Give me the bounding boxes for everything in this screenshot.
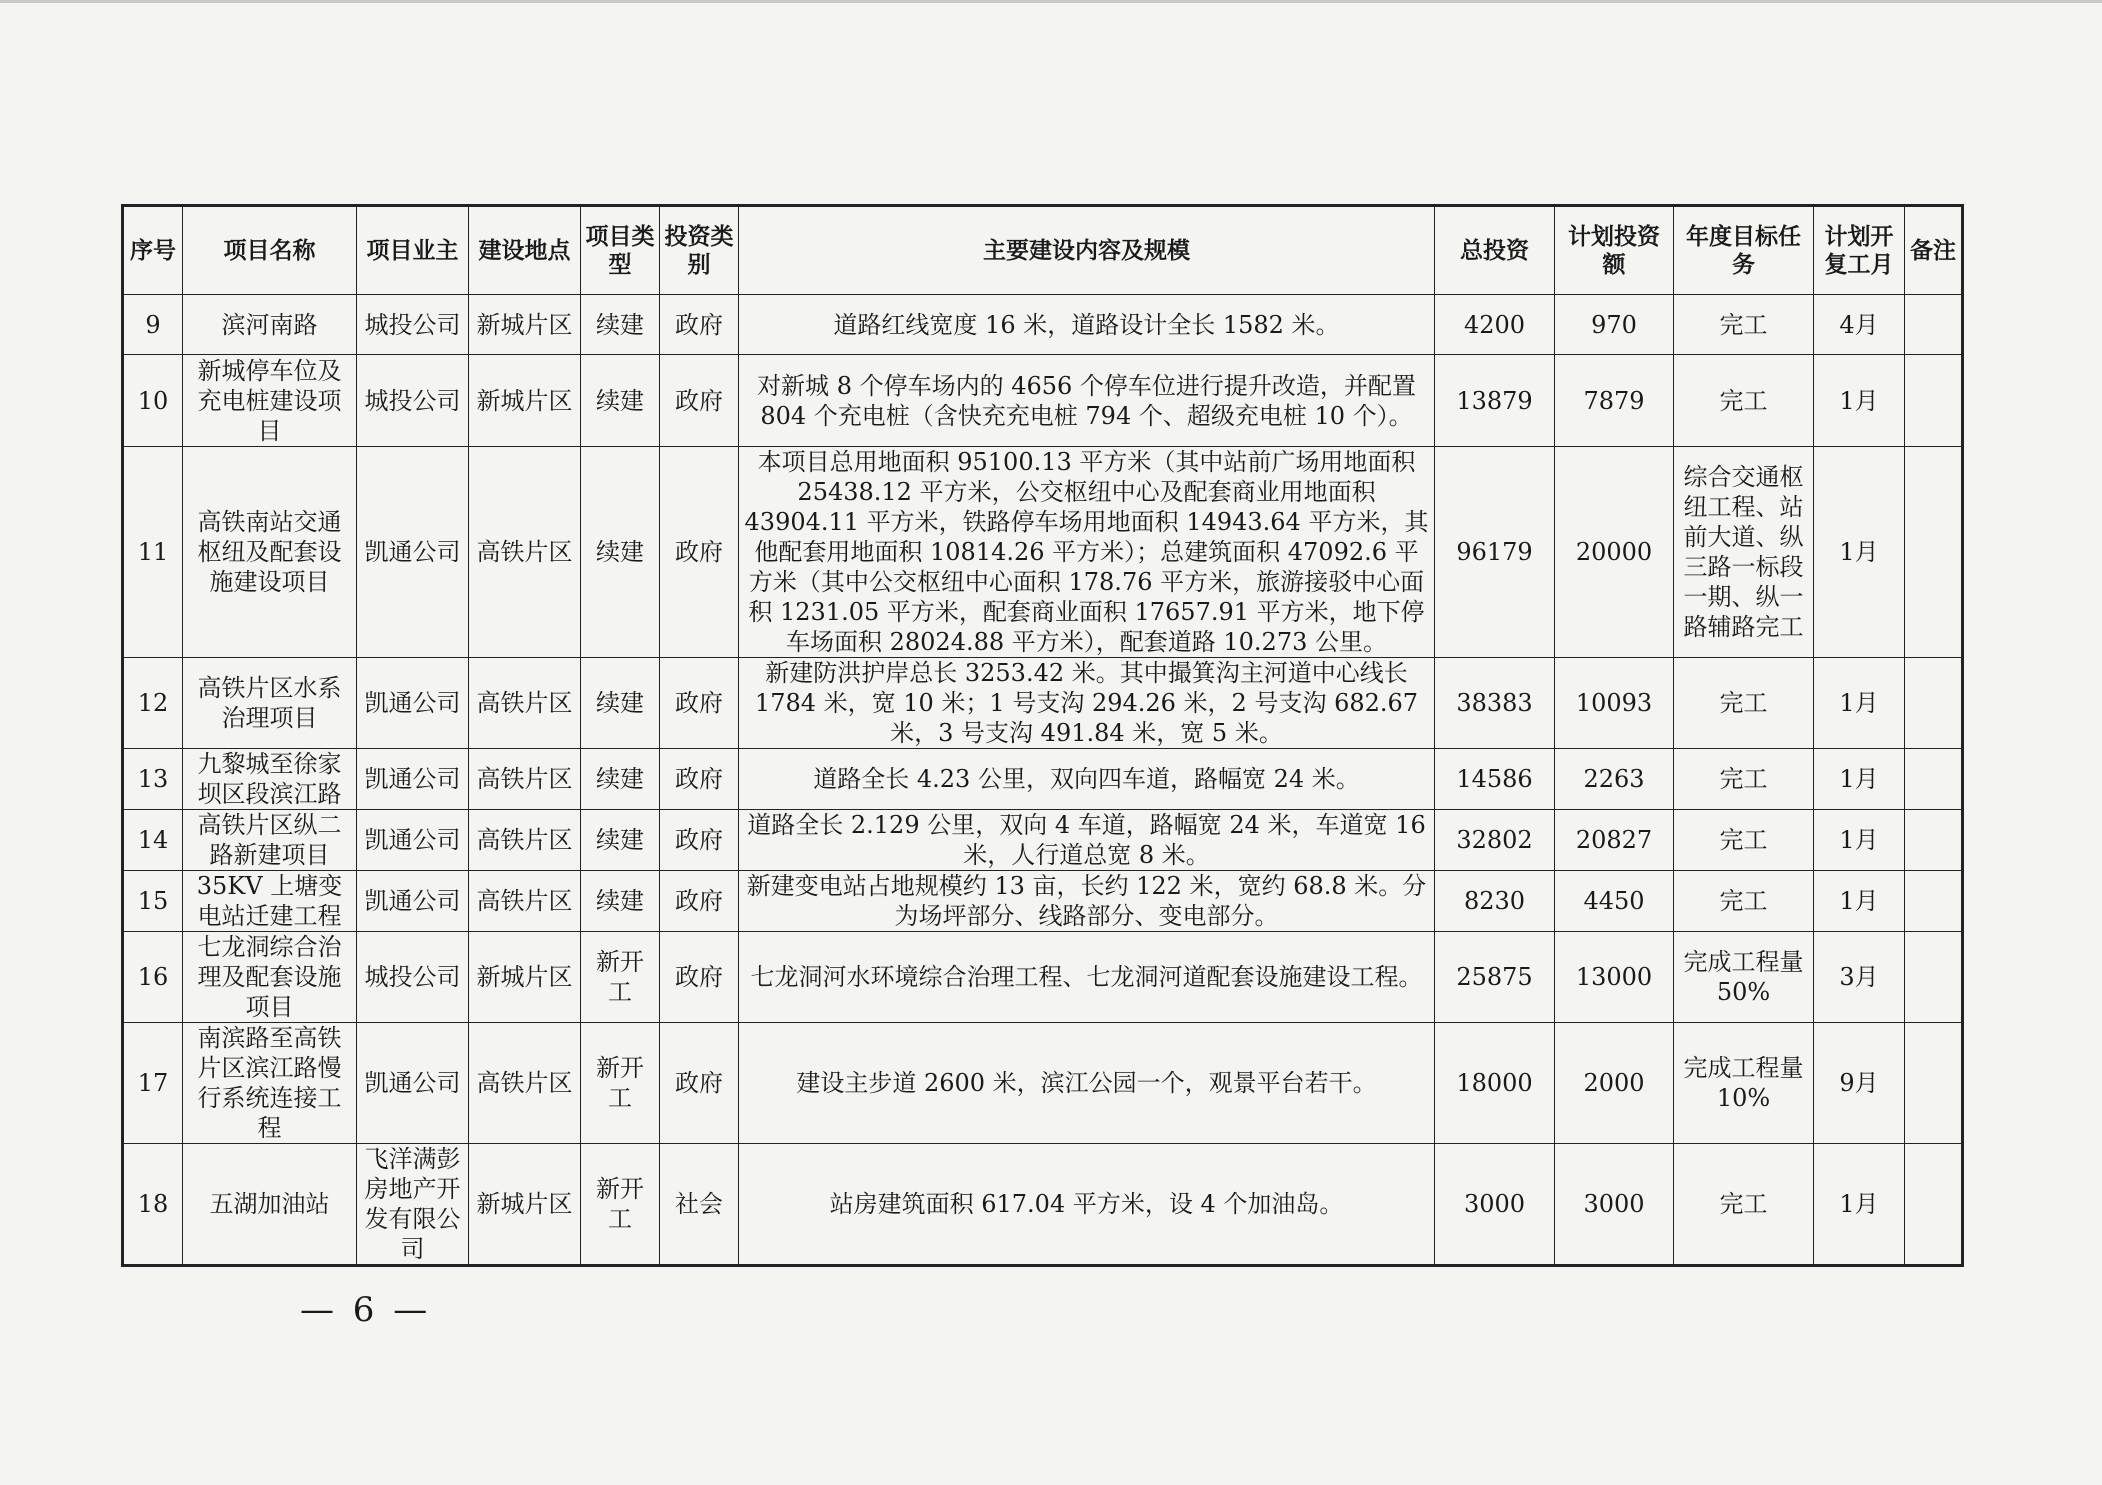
cell-type: 新开工 [581, 1023, 660, 1144]
header-target: 年度目标任务 [1674, 206, 1814, 295]
cell-seq: 10 [123, 355, 183, 447]
cell-total: 18000 [1435, 1023, 1555, 1144]
cell-total: 4200 [1435, 295, 1555, 355]
cell-start: 1月 [1814, 749, 1905, 810]
cell-name: 新城停车位及充电桩建设项目 [183, 355, 357, 447]
cell-start: 1月 [1814, 355, 1905, 447]
cell-target: 完成工程量 10% [1674, 1023, 1814, 1144]
cell-content: 道路红线宽度 16 米，道路设计全长 1582 米。 [739, 295, 1435, 355]
cell-total: 13879 [1435, 355, 1555, 447]
cell-seq: 12 [123, 658, 183, 749]
cell-category: 政府 [660, 658, 739, 749]
cell-location: 高铁片区 [469, 810, 581, 871]
cell-start: 1月 [1814, 447, 1905, 658]
cell-content: 建设主步道 2600 米，滨江公园一个，观景平台若干。 [739, 1023, 1435, 1144]
cell-name: 35KV 上塘变电站迁建工程 [183, 871, 357, 932]
header-content: 主要建设内容及规模 [739, 206, 1435, 295]
cell-planned: 4450 [1555, 871, 1674, 932]
cell-remark [1905, 1023, 1963, 1144]
cell-type: 续建 [581, 447, 660, 658]
cell-start: 1月 [1814, 810, 1905, 871]
cell-total: 3000 [1435, 1144, 1555, 1266]
cell-name: 高铁南站交通枢纽及配套设施建设项目 [183, 447, 357, 658]
cell-location: 高铁片区 [469, 871, 581, 932]
header-planned: 计划投资额 [1555, 206, 1674, 295]
cell-type: 续建 [581, 810, 660, 871]
cell-name: 高铁片区纵二路新建项目 [183, 810, 357, 871]
cell-remark [1905, 871, 1963, 932]
cell-planned: 2000 [1555, 1023, 1674, 1144]
cell-category: 政府 [660, 871, 739, 932]
header-location: 建设地点 [469, 206, 581, 295]
cell-target: 完工 [1674, 749, 1814, 810]
header-remark: 备注 [1905, 206, 1963, 295]
cell-remark [1905, 810, 1963, 871]
cell-remark [1905, 355, 1963, 447]
cell-start: 4月 [1814, 295, 1905, 355]
cell-content: 七龙洞河水环境综合治理工程、七龙洞河道配套设施建设工程。 [739, 932, 1435, 1023]
table-row [123, 355, 1963, 447]
cell-owner: 凯通公司 [357, 658, 469, 749]
cell-owner: 飞洋满彭房地产开发有限公司 [357, 1144, 469, 1266]
cell-total: 14586 [1435, 749, 1555, 810]
cell-category: 政府 [660, 355, 739, 447]
cell-location: 高铁片区 [469, 658, 581, 749]
table-row [123, 295, 1963, 355]
cell-planned: 3000 [1555, 1144, 1674, 1266]
cell-remark [1905, 932, 1963, 1023]
cell-type: 续建 [581, 295, 660, 355]
cell-start: 9月 [1814, 1023, 1905, 1144]
cell-planned: 10093 [1555, 658, 1674, 749]
cell-seq: 13 [123, 749, 183, 810]
cell-content: 站房建筑面积 617.04 平方米，设 4 个加油岛。 [739, 1144, 1435, 1266]
header-seq: 序号 [123, 206, 183, 295]
cell-remark [1905, 447, 1963, 658]
cell-location: 高铁片区 [469, 749, 581, 810]
cell-target: 完工 [1674, 355, 1814, 447]
cell-name: 滨河南路 [183, 295, 357, 355]
cell-type: 新开工 [581, 1144, 660, 1266]
cell-owner: 凯通公司 [357, 447, 469, 658]
cell-planned: 13000 [1555, 932, 1674, 1023]
cell-name: 高铁片区水系治理项目 [183, 658, 357, 749]
cell-seq: 16 [123, 932, 183, 1023]
header-type: 项目类型 [581, 206, 660, 295]
cell-seq: 9 [123, 295, 183, 355]
cell-content: 新建变电站占地规模约 13 亩，长约 122 米，宽约 68.8 米。分为场坪部分、线路部分、变电部分。 [739, 871, 1435, 932]
cell-planned: 2263 [1555, 749, 1674, 810]
cell-planned: 7879 [1555, 355, 1674, 447]
cell-name: 五湖加油站 [183, 1144, 357, 1266]
cell-seq: 14 [123, 810, 183, 871]
cell-planned: 20000 [1555, 447, 1674, 658]
cell-owner: 城投公司 [357, 932, 469, 1023]
page-number: — 6 — [300, 1290, 432, 1330]
header-owner: 项目业主 [357, 206, 469, 295]
header-row [123, 206, 1963, 295]
cell-target: 完工 [1674, 658, 1814, 749]
table-row [123, 810, 1963, 871]
cell-location: 新城片区 [469, 355, 581, 447]
cell-name: 南滨路至高铁片区滨江路慢行系统连接工程 [183, 1023, 357, 1144]
cell-type: 续建 [581, 355, 660, 447]
cell-target: 完工 [1674, 810, 1814, 871]
table-row [123, 932, 1963, 1023]
cell-start: 1月 [1814, 1144, 1905, 1266]
table-row [123, 1023, 1963, 1144]
cell-content: 对新城 8 个停车场内的 4656 个停车位进行提升改造，并配置 804 个充电桩（含快充充电桩 794 个、超级充电桩 10 个）。 [739, 355, 1435, 447]
cell-target: 完工 [1674, 295, 1814, 355]
cell-target: 综合交通枢纽工程、站前大道、纵三路一标段一期、纵一路辅路完工 [1674, 447, 1814, 658]
cell-category: 政府 [660, 1023, 739, 1144]
table-row [123, 658, 1963, 749]
cell-type: 续建 [581, 658, 660, 749]
header-start: 计划开复工月 [1814, 206, 1905, 295]
cell-remark [1905, 749, 1963, 810]
cell-start: 1月 [1814, 658, 1905, 749]
cell-category: 政府 [660, 810, 739, 871]
cell-content: 本项目总用地面积 95100.13 平方米（其中站前广场用地面积 25438.12 平方米，公交枢纽中心及配套商业用地面积 43904.11 平方米，铁路停车场用地面积 14943.64 平方米，其他配套用地面积 10814.26 平方米）；总建筑面积 47092.6 平方米（其中公交枢纽中心面积 178.76 平方米，旅游接驳中心面积 1231.05 平方米，配套商业面积 17657.91 平方米，地下停车场面积 28024.88 平方米），配套道路 10.273 公里。 [739, 447, 1435, 658]
table-row [123, 1144, 1963, 1266]
table-row [123, 447, 1963, 658]
cell-seq: 18 [123, 1144, 183, 1266]
cell-type: 续建 [581, 749, 660, 810]
cell-owner: 城投公司 [357, 355, 469, 447]
cell-remark [1905, 658, 1963, 749]
scan-top-edge [0, 0, 2102, 3]
cell-owner: 城投公司 [357, 295, 469, 355]
cell-seq: 11 [123, 447, 183, 658]
cell-type: 新开工 [581, 932, 660, 1023]
cell-remark [1905, 295, 1963, 355]
cell-start: 1月 [1814, 871, 1905, 932]
project-table [121, 204, 1964, 1267]
cell-total: 25875 [1435, 932, 1555, 1023]
cell-type: 续建 [581, 871, 660, 932]
cell-location: 新城片区 [469, 1144, 581, 1266]
cell-location: 新城片区 [469, 932, 581, 1023]
cell-owner: 凯通公司 [357, 871, 469, 932]
table-row [123, 749, 1963, 810]
cell-content: 道路全长 4.23 公里，双向四车道，路幅宽 24 米。 [739, 749, 1435, 810]
cell-total: 32802 [1435, 810, 1555, 871]
cell-planned: 20827 [1555, 810, 1674, 871]
header-name: 项目名称 [183, 206, 357, 295]
cell-category: 社会 [660, 1144, 739, 1266]
cell-remark [1905, 1144, 1963, 1266]
cell-location: 新城片区 [469, 295, 581, 355]
cell-location: 高铁片区 [469, 447, 581, 658]
cell-category: 政府 [660, 749, 739, 810]
cell-total: 38383 [1435, 658, 1555, 749]
header-total: 总投资 [1435, 206, 1555, 295]
cell-name: 七龙洞综合治理及配套设施项目 [183, 932, 357, 1023]
cell-category: 政府 [660, 295, 739, 355]
cell-target: 完工 [1674, 1144, 1814, 1266]
cell-seq: 15 [123, 871, 183, 932]
cell-content: 新建防洪护岸总长 3253.42 米。其中撮箕沟主河道中心线长 1784 米，宽 10 米；1 号支沟 294.26 米，2 号支沟 682.67 米，3 号支沟 491.84 米，宽 5 米。 [739, 658, 1435, 749]
cell-target: 完成工程量 50% [1674, 932, 1814, 1023]
cell-target: 完工 [1674, 871, 1814, 932]
cell-owner: 凯通公司 [357, 1023, 469, 1144]
cell-content: 道路全长 2.129 公里，双向 4 车道，路幅宽 24 米，车道宽 16 米，人行道总宽 8 米。 [739, 810, 1435, 871]
cell-category: 政府 [660, 932, 739, 1023]
cell-name: 九黎城至徐家坝区段滨江路 [183, 749, 357, 810]
cell-category: 政府 [660, 447, 739, 658]
cell-owner: 凯通公司 [357, 749, 469, 810]
cell-planned: 970 [1555, 295, 1674, 355]
header-category: 投资类别 [660, 206, 739, 295]
cell-start: 3月 [1814, 932, 1905, 1023]
cell-total: 8230 [1435, 871, 1555, 932]
cell-total: 96179 [1435, 447, 1555, 658]
table-row [123, 871, 1963, 932]
cell-location: 高铁片区 [469, 1023, 581, 1144]
cell-owner: 凯通公司 [357, 810, 469, 871]
cell-seq: 17 [123, 1023, 183, 1144]
